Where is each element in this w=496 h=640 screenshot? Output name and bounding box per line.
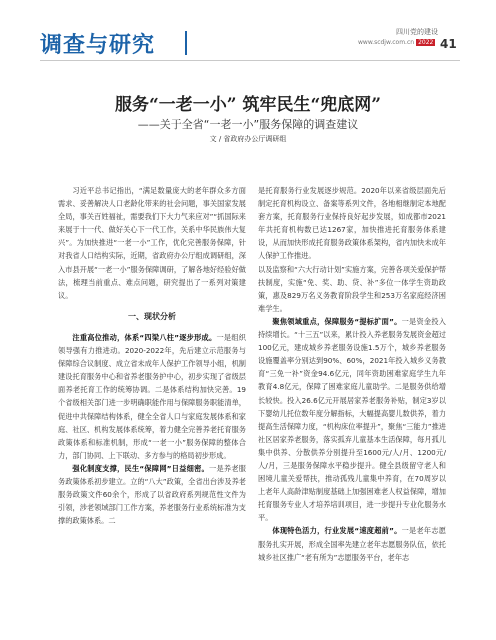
paragraph-text: 一是资金投入持续增长。“十三五”以来，累计投入养老服务发展资金超过100亿元，建成城乡养老服务设施1.5万个，城乡养老服务设施覆盖率分别达到90%、60%，2021年投入城乡义务教育“三免一补”资金94.6亿元，同年资助困难家庭学生九年教育4.8亿元，保障了困难家庭儿童助学。二是服务供给增长较快。投入26.6亿元开展居家养老服务补贴，制定3岁以下婴幼儿托位数年度分解指标，大幅提高婴儿数供养，着力提高生活保障力度，“机构床位率提升”，聚焦“三能力”推进社区居家养老服务，落实孤弃儿童基本生活保障，每月孤儿集中供养、分散供养分别提升至1600元/人/月、1200元/人/月，三是服务保障水平稳步提升。健全县级留守老人和困境儿童关爱帮扶，推动孤残儿童集中养育，在70周岁以上老年人高龄津贴制度基础上加强困难老人权益保障，增加托育服务专业人才培养培训项目，进一步提升专业化服务水平。 [258,316,446,523]
paragraph-text: 一是老年志愿服务扎实开展，形成全国率先建立老年志愿服务队伍，依托城乡社区推广“老有所为”志愿服务平台，老年志 [258,526,446,562]
paragraph-text: 一是组织领导强有力推进动。2020-2022年，先后建立示范服务与保障综合议制度、成立省未成年人保护工作领导小组，机制建设托育服务中心和省养老服务护中心，初步实现了省级层面养老托育工作的统筹协调。二是体系结构加快完善。19个省级相关部门进一步明确职能作用与保障服务职能清单，促进中共保障结构体系，健全全省人口与家庭发展体系和家庭、社区、机构发展体系统筹，着力健全完善养老托育服务政策体系和标准机制，形成“一老一小”服务保障的整体合力，部门协同、上下联动、多方参与的格局初步形成。 [58,332,246,460]
journal-url: www.scdjw.com.cn [358,39,415,46]
paragraph-lead: 体现特色活力，行业发展“速度超前”。 [272,526,402,536]
page-number: 41 [440,37,457,51]
article-byline: 文 / 省政府办公厅调研组 [209,135,287,143]
paragraph-lead: 聚焦领域重点，保障服务“提标扩面”。 [272,316,402,326]
journal-issue-badge: 2022 [418,39,434,46]
header-rule [40,60,460,61]
article-title: 服务“一老一小” 筑牢民生“兜底网” [114,95,382,115]
paragraph-lead: 注重高位推动，体系“四梁八柱”逐步形成。 [72,332,217,342]
left-column [58,184,246,527]
journal-name: 四川党的建设 [396,28,438,36]
body-paragraph [258,524,446,563]
body-paragraph-continued: 是托育服务行业发展逐步规范。2020年以来省级层面先后制定托育机构设立、备案等系列文件，各地相继制定本地配套方案，托育服务行业保持良好起步发展，如成都市2021年共托育机构数已达1267家，加快推进托育服务体系建设，从而加快形成托育服务政策体系架构，省内加快未成年人保护工作推进。 [258,186,446,261]
journal-url-line [358,39,435,46]
section-heading: 一、现状分析 [128,311,176,321]
right-column [258,184,446,564]
body-paragraph-continued: 以及监察和“六大行动计划”实施方案，完善各项关爱保护帮扶制度，实施“免、奖、助、贷、补”多位一体学生资助政策，惠及829万名义务教育阶段学生和253万名家庭经济困难学生。 [258,264,446,313]
article-subtitle: ——关于全省“一老一小”服务保障的调查建议 [137,118,359,131]
body-paragraph [58,462,246,527]
intro-paragraph: 习近平总书记指出，“满足数量庞大的老年群众多方面需求、妥善解决人口老龄化带来的社会问题，事关国家发展全局，事关百姓福祉，需要我们下大力气来应对”“抓国际来来展于十一代、做好关心下一代工作，关系中华民族伟大复兴”。为加快推进“一老一小”工作，优化完善服务保障，针对我省人口结构实际，近期，省政府办公厅组成调研组，深入市县开展“一老一小”服务保障调研，了解各地好经验好做法，梳理当前重点、难点问题，研究提出了一系列对策建议。 [58,186,246,300]
body-paragraph [258,315,446,525]
section-title-divider [185,31,187,55]
section-title: 调查与研究 [40,33,156,58]
paragraph-text: 一是养老服务政策体系初步建立。立的“八大”政策，全省出台涉及养老服务政策文件60余个，形成了以省政府系列规范性文件为引领，涉老领域部门工作方案，养老服务行业系统标准为支撑的政策体系。二 [58,463,246,526]
paragraph-lead: 强化制度支撑，民生“保障网”日益细密。 [72,463,209,473]
body-paragraph [58,331,246,462]
